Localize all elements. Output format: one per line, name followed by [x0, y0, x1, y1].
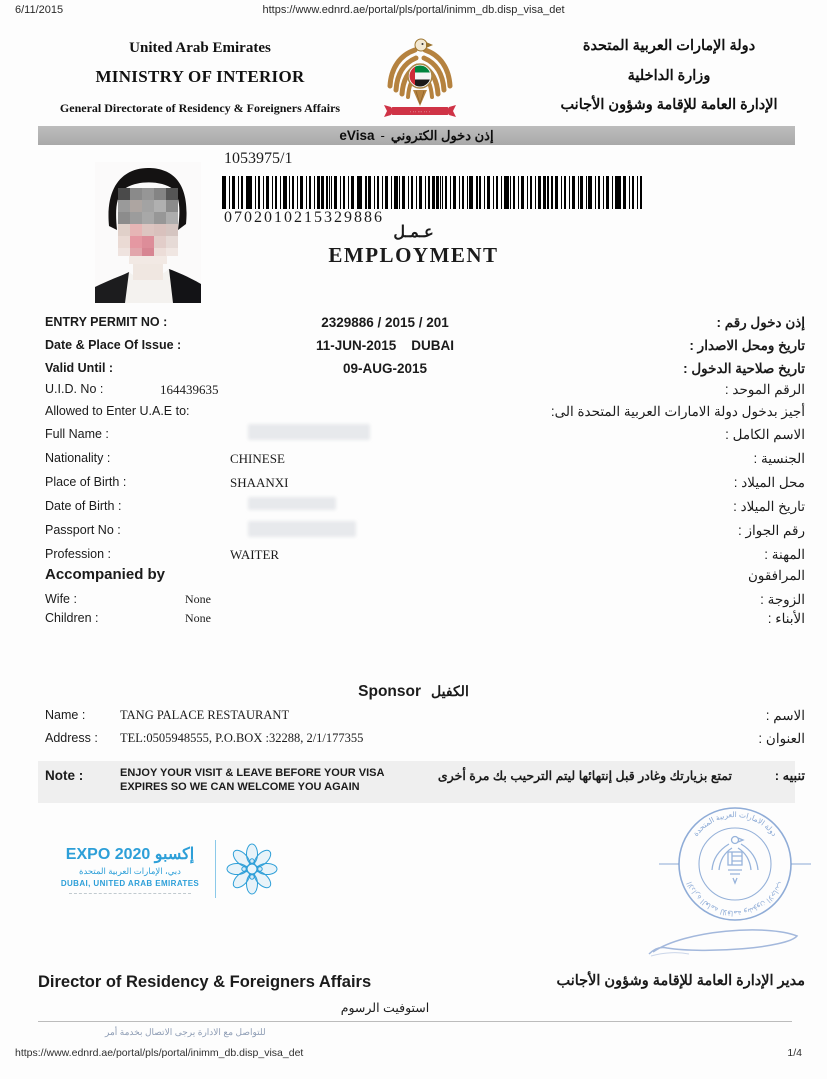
note-text-en	[120, 766, 430, 795]
expo-flower-icon	[226, 843, 278, 895]
stamp-arc-text-bottom: الادارة العامة للاقامة وشؤون الاجانب	[684, 880, 786, 918]
expo-subtitle-en: DUBAI, UNITED ARAB EMIRATES	[60, 879, 200, 888]
stamp-arc-text-top: دولة الامارات العربية المتحدة	[691, 810, 779, 838]
permit-file-number: 1053975/1	[224, 150, 293, 167]
directorate-name: General Directorate of Residency & Foreigners Affairs	[59, 101, 341, 115]
visa-type-arabic: عـمـل	[393, 224, 434, 241]
field-value: None	[185, 611, 211, 625]
expo-subtitle-ar: دبي، الإمارات العربية المتحدة	[79, 866, 181, 876]
field-label-ar: الاسم :	[765, 708, 805, 723]
country-name: United Arab Emirates	[129, 40, 271, 56]
field-row-place-of-birth	[0, 475, 827, 497]
director-title-ar: مدير الإدارة العامة للإقامة وشؤون الأجانب	[556, 973, 805, 989]
field-label-ar: رقم الجواز :	[737, 523, 805, 538]
evisa-title-banner	[38, 126, 795, 145]
barcode-number: 0702010215329886	[224, 209, 384, 226]
field-label-ar: المهنة :	[764, 547, 805, 562]
field-row-children	[0, 611, 827, 633]
field-row-nationality	[0, 451, 827, 473]
field-row-uid-no	[0, 382, 827, 404]
print-date: 6/11/2015	[15, 4, 64, 16]
field-row-allowed-to-enter	[0, 404, 827, 426]
redacted-date-of-birth	[248, 497, 336, 510]
evisa-title-separator: -	[380, 128, 385, 143]
field-value: CHINESE	[230, 451, 285, 466]
field-label-en: Date of Birth :	[45, 499, 122, 513]
field-row-date-place-of-issue	[0, 338, 827, 360]
note-label: Note :	[45, 768, 84, 783]
evisa-title-ar: إذن دخول الكتروني	[390, 127, 494, 143]
accompanied-by-title: Accompanied by	[45, 566, 166, 583]
redacted-full-name	[248, 424, 370, 440]
signature-icon	[645, 922, 805, 964]
note-line-1: ENJOY YOUR VISIT & LEAVE BEFORE YOUR VISA	[120, 767, 385, 779]
field-label-ar: أجيز بدخول دولة الامارات العربية المتحدة الى:	[550, 404, 805, 419]
field-label-ar: إذن دخول رقم :	[716, 315, 805, 330]
field-label-en: Allowed to Enter U.A.E to:	[45, 404, 190, 418]
field-value: 2329886 / 2015 / 201	[321, 315, 449, 330]
field-label-ar: الأبناء :	[767, 611, 805, 626]
fees-note-ar: استوفيت الرسوم	[340, 1001, 430, 1015]
footer-divider	[38, 1021, 792, 1022]
field-label-en: Full Name :	[45, 427, 109, 441]
field-label-ar: تاريخ ومحل الاصدار :	[689, 338, 805, 353]
field-label-en: Place of Birth :	[45, 475, 127, 489]
svg-text:· ·· ··· ·· ·: · ·· ··· ·· ·	[409, 109, 431, 116]
expo-divider	[215, 840, 216, 898]
field-label-ar: الرقم الموحد :	[724, 382, 805, 397]
letterhead-english	[50, 40, 350, 116]
field-value: TANG PALACE RESTAURANT	[120, 708, 290, 722]
accompanied-by-title-ar: المرافقون	[747, 568, 805, 583]
sponsor-title-ar: الكفيل	[431, 683, 469, 699]
svg-text:الادارة العامة للاقامة وشؤون ا	[685, 880, 786, 918]
field-row-valid-until	[0, 361, 827, 383]
field-label-en: Wife :	[45, 592, 77, 606]
barcode-icon	[222, 176, 642, 209]
print-header-url: https://www.ednrd.ae/portal/pls/portal/inimm_db.disp_visa_det	[262, 4, 565, 16]
contact-note-ar: للتواصل مع الادارة يرجى الاتصال بخدمة أمر	[105, 1027, 266, 1037]
field-label-ar: تاريخ الميلاد :	[733, 499, 805, 514]
field-label-ar: الاسم الكامل :	[725, 427, 805, 442]
field-label-ar: تاريخ صلاحية الدخول :	[683, 361, 805, 376]
expo-title: EXPO 2020 إكسبو	[65, 846, 195, 863]
field-value: 09-AUG-2015	[342, 361, 428, 376]
field-label-ar: الزوجة :	[760, 592, 805, 607]
field-value: SHAANXI	[230, 475, 289, 490]
field-label-en: Date & Place Of Issue :	[45, 338, 182, 352]
field-label-ar: محل الميلاد :	[733, 475, 805, 490]
field-label-en: Children :	[45, 611, 99, 625]
redacted-passport-no	[248, 521, 356, 537]
field-row-full-name	[0, 427, 827, 449]
field-label-en: Passport No :	[45, 523, 121, 537]
evisa-title-en: eVisa	[339, 128, 375, 143]
print-footer-url: https://www.ednrd.ae/portal/pls/portal/inimm_db.disp_visa_det	[15, 1047, 304, 1059]
field-value: None	[185, 592, 211, 606]
ministry-name: MINISTRY OF INTERIOR	[95, 67, 305, 86]
note-label-ar: تنبيه :	[774, 768, 805, 783]
visa-type-english: EMPLOYMENT	[328, 243, 499, 267]
field-row-entry-permit-no	[0, 315, 827, 337]
note-text-ar: تمتع بزيارتك وغادر قبل إنتهائها ليتم الترحيب بك مرة أخرى	[437, 769, 732, 783]
sponsor-section-title	[0, 683, 827, 701]
sponsor-title-en: Sponsor	[358, 683, 422, 700]
field-label-en: Profession :	[45, 547, 112, 561]
field-value: 11-JUN-2015 DUBAI	[315, 338, 455, 353]
svg-text:دولة الامارات العربية المتحدة	[691, 810, 779, 838]
field-label-en: U.I.D. No :	[45, 382, 104, 396]
field-value: TEL:0505948555, P.O.BOX :32288, 2/1/177355	[120, 731, 364, 745]
field-row-sponsor-name	[0, 708, 827, 730]
uae-falcon-emblem-icon	[383, 34, 457, 122]
directorate-name-ar: الإدارة العامة للإقامة وشؤون الأجانب	[560, 97, 778, 113]
accompanied-by-title-ar-row	[0, 568, 827, 590]
field-row-passport-no	[0, 523, 827, 545]
field-label-en: ENTRY PERMIT NO :	[45, 315, 168, 329]
expo-fine-print-line	[69, 893, 191, 894]
letterhead-arabic	[529, 38, 809, 113]
field-label-en: Name :	[45, 708, 86, 722]
field-label-en: Valid Until :	[45, 361, 114, 375]
note-line-2: EXPIRES SO WE CAN WELCOME YOU AGAIN	[120, 781, 360, 794]
director-title-en: Director of Residency & Foreigners Affairs	[38, 973, 372, 991]
page-indicator: 1/4	[787, 1047, 802, 1059]
field-label-ar: العنوان :	[758, 731, 805, 746]
field-value: WAITER	[230, 547, 280, 562]
field-label-en: Address :	[45, 731, 98, 745]
field-row-date-of-birth	[0, 499, 827, 521]
field-value: 164439635	[160, 382, 219, 397]
ministry-name-ar: وزارة الداخلية	[627, 68, 711, 84]
expo-2020-logo	[55, 840, 278, 898]
field-label-ar: الجنسية :	[753, 451, 805, 466]
field-row-sponsor-address	[0, 731, 827, 753]
country-name-ar: دولة الإمارات العربية المتحدة	[582, 38, 756, 54]
field-label-en: Nationality :	[45, 451, 111, 465]
